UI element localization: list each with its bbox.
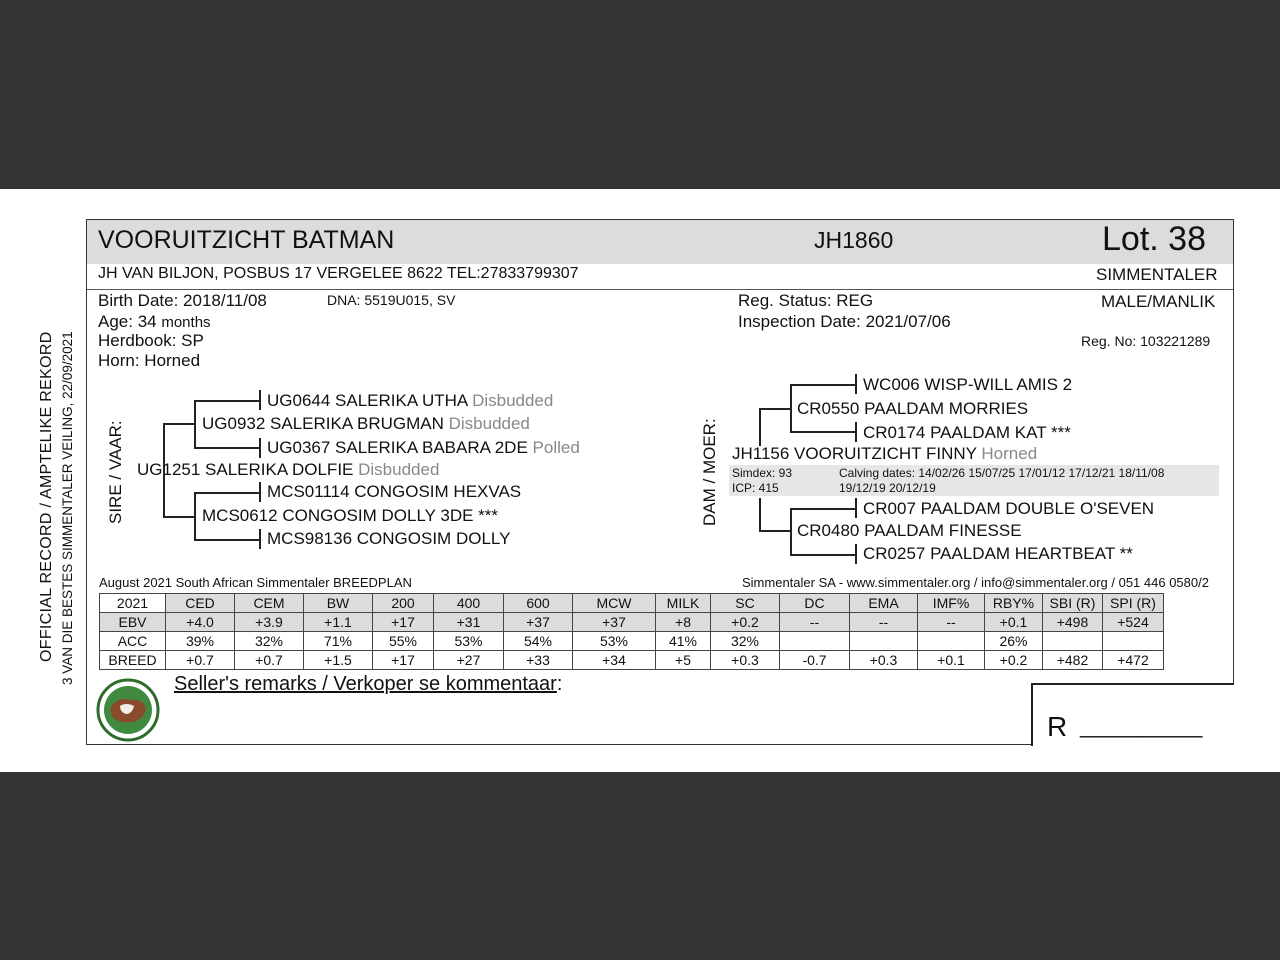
pedigree-sire-dam-dam: MCS98136 CONGOSIM DOLLY bbox=[267, 529, 511, 548]
pedigree-dam-sire-sire: WC006 WISP-WILL AMIS 2 bbox=[863, 375, 1073, 394]
pedigree-horn: Disbudded bbox=[358, 460, 440, 479]
tree-line bbox=[194, 400, 260, 402]
animal-name: VOORUITZICHT BATMAN bbox=[98, 226, 395, 254]
ebv-row-ebv bbox=[100, 613, 1164, 632]
tree-line bbox=[855, 422, 857, 442]
pedigree-dam-dam-dam: CR0257 PAALDAM HEARTBEAT ** bbox=[863, 544, 1133, 563]
tree-line bbox=[194, 400, 196, 448]
ebv-cell: CED bbox=[166, 594, 235, 613]
ebv-row-breed bbox=[100, 651, 1164, 670]
tree-line bbox=[759, 530, 791, 532]
ebv-cell: DC bbox=[780, 594, 850, 613]
ebv-cell: +31 bbox=[434, 613, 504, 632]
ebv-cell: -- bbox=[780, 613, 850, 632]
ebv-header-row bbox=[100, 594, 1164, 613]
ebv-cell bbox=[1043, 632, 1103, 651]
side-official-record: OFFICIAL RECORD / AMPTELIKE REKORD bbox=[38, 331, 55, 662]
pedigree-dam bbox=[732, 444, 1037, 464]
pedigree-dam-dam-sire: CR007 PAALDAM DOUBLE O'SEVEN bbox=[863, 499, 1155, 518]
ebv-cell: 600 bbox=[504, 594, 573, 613]
tree-line bbox=[759, 408, 791, 410]
icp: ICP: 415 bbox=[732, 481, 779, 495]
tree-line bbox=[163, 423, 195, 425]
ebv-cell: RBY% bbox=[985, 594, 1043, 613]
side-auction-name: 3 VAN DIE BESTES SIMMENTALER VEILING, 22/09/2021 bbox=[60, 331, 75, 685]
ebv-cell: 39% bbox=[166, 632, 235, 651]
ebv-cell: +482 bbox=[1043, 651, 1103, 670]
ebv-cell: EMA bbox=[850, 594, 918, 613]
ebv-cell: 53% bbox=[434, 632, 504, 651]
ebv-cell: 200 bbox=[373, 594, 434, 613]
ebv-row-acc bbox=[100, 632, 1164, 651]
ebv-cell: +0.1 bbox=[918, 651, 985, 670]
ebv-cell bbox=[850, 632, 918, 651]
sire-label: SIRE / VAAR: bbox=[106, 420, 125, 524]
horn-status: Horn: Horned bbox=[98, 351, 201, 370]
ebv-cell bbox=[918, 632, 985, 651]
ebv-cell: +1.1 bbox=[304, 613, 373, 632]
ebv-cell: 55% bbox=[373, 632, 434, 651]
ebv-cell: SBI (R) bbox=[1043, 594, 1103, 613]
ebv-cell bbox=[780, 632, 850, 651]
tree-line bbox=[259, 438, 261, 458]
pedigree-sire-sire bbox=[202, 414, 530, 434]
ebv-cell: 41% bbox=[656, 632, 711, 651]
remarks-text: Seller's remarks / Verkoper se kommentaar bbox=[174, 673, 557, 695]
ebv-cell: EBV bbox=[100, 613, 166, 632]
ebv-cell: +0.7 bbox=[235, 651, 304, 670]
breedplan-contact: Simmentaler SA - www.simmentaler.org / info@simmentaler.org / 051 446 0580/2 bbox=[742, 575, 1209, 590]
pedigree-dam-dam: CR0480 PAALDAM FINESSE bbox=[797, 521, 1022, 540]
ebv-cell: +4.0 bbox=[166, 613, 235, 632]
lot-number: Lot. 38 bbox=[1102, 220, 1206, 258]
pedigree-name: UG0644 SALERIKA UTHA bbox=[267, 391, 468, 410]
remarks-colon: : bbox=[556, 673, 563, 695]
age-value: Age: 34 bbox=[98, 312, 157, 331]
ebv-cell: +0.3 bbox=[711, 651, 780, 670]
owner-address: JH VAN BILJON, POSBUS 17 VERGELEE 8622 TEL:27833799307 bbox=[98, 265, 579, 282]
tree-line bbox=[259, 390, 261, 410]
pedigree-name: JH1156 VOORUITZICHT FINNY bbox=[732, 444, 977, 463]
tree-line bbox=[194, 492, 196, 540]
ebv-cell: 32% bbox=[235, 632, 304, 651]
ebv-cell: +524 bbox=[1103, 613, 1164, 632]
ebv-cell: +27 bbox=[434, 651, 504, 670]
pedigree-dam-sire-dam: CR0174 PAALDAM KAT *** bbox=[863, 423, 1071, 442]
pedigree-name: UG0932 SALERIKA BRUGMAN bbox=[202, 414, 444, 433]
pedigree-name: UG0367 SALERIKA BABARA 2DE bbox=[267, 438, 528, 457]
ebv-cell: +33 bbox=[504, 651, 573, 670]
age bbox=[98, 312, 211, 332]
breedplan-caption: August 2021 South African Simmentaler BREEDPLAN bbox=[99, 575, 412, 590]
pedigree-name: UG1251 SALERIKA DOLFIE bbox=[137, 460, 354, 479]
pedigree-sire-dam: MCS0612 CONGOSIM DOLLY 3DE *** bbox=[202, 506, 499, 525]
ebv-cell: SPI (R) bbox=[1103, 594, 1164, 613]
tree-line bbox=[790, 508, 856, 510]
seller-remarks-label bbox=[174, 673, 562, 696]
dna-info: DNA: 5519U015, SV bbox=[327, 292, 456, 308]
tree-line bbox=[259, 482, 261, 502]
tree-line bbox=[790, 384, 792, 432]
tree-line bbox=[855, 544, 857, 564]
ebv-cell: +1.5 bbox=[304, 651, 373, 670]
ebv-cell: IMF% bbox=[918, 594, 985, 613]
ebv-cell: 54% bbox=[504, 632, 573, 651]
calving-dates-line1: Calving dates: 14/02/26 15/07/25 17/01/12 17/12/21 18/11/08 bbox=[839, 466, 1165, 480]
ebv-cell: MCW bbox=[573, 594, 656, 613]
pedigree-sire bbox=[137, 460, 439, 480]
ebv-cell: +472 bbox=[1103, 651, 1164, 670]
ebv-cell: +3.9 bbox=[235, 613, 304, 632]
ebv-cell: +34 bbox=[573, 651, 656, 670]
tree-line bbox=[790, 431, 856, 433]
price-prefix: R bbox=[1047, 711, 1068, 742]
ebv-cell: BREED bbox=[100, 651, 166, 670]
ebv-cell: MILK bbox=[656, 594, 711, 613]
ebv-cell: 2021 bbox=[100, 594, 166, 613]
ebv-cell: +0.1 bbox=[985, 613, 1043, 632]
ebv-cell: -- bbox=[918, 613, 985, 632]
tree-line bbox=[194, 447, 260, 449]
ebv-cell: +17 bbox=[373, 613, 434, 632]
ebv-cell: +37 bbox=[573, 613, 656, 632]
ebv-cell bbox=[1103, 632, 1164, 651]
simdex: Simdex: 93 bbox=[732, 466, 793, 480]
registration-number: Reg. No: 103221289 bbox=[1081, 333, 1211, 349]
pedigree-sire-dam-sire: MCS01114 CONGOSIM HEXVAS bbox=[267, 482, 522, 501]
price-input-line[interactable]: __________ bbox=[1080, 713, 1203, 738]
ebv-cell: BW bbox=[304, 594, 373, 613]
ebv-cell: +0.7 bbox=[166, 651, 235, 670]
ebv-cell: +498 bbox=[1043, 613, 1103, 632]
ebv-cell: +0.3 bbox=[850, 651, 918, 670]
ebv-cell: -0.7 bbox=[780, 651, 850, 670]
birth-date: Birth Date: 2018/11/08 bbox=[98, 291, 267, 310]
herdbook: Herdbook: SP bbox=[98, 331, 204, 350]
tree-line bbox=[759, 498, 761, 531]
ebv-cell: -- bbox=[850, 613, 918, 632]
pedigree-horn: Disbudded bbox=[472, 391, 554, 410]
tree-line bbox=[259, 529, 261, 549]
ebv-cell: 71% bbox=[304, 632, 373, 651]
dam-label: DAM / MOER: bbox=[700, 418, 719, 526]
reg-status: Reg. Status: REG bbox=[738, 291, 874, 310]
tree-line bbox=[790, 554, 856, 556]
simmentaler-logo-icon bbox=[96, 678, 160, 742]
ebv-cell: +0.2 bbox=[711, 613, 780, 632]
ebv-cell: 400 bbox=[434, 594, 504, 613]
tree-line bbox=[163, 516, 195, 518]
ebv-cell: 26% bbox=[985, 632, 1043, 651]
pedigree-dam-sire: CR0550 PAALDAM MORRIES bbox=[797, 399, 1029, 418]
pedigree-sire-sire-sire bbox=[267, 391, 553, 411]
ebv-cell: +0.2 bbox=[985, 651, 1043, 670]
ebv-cell: SC bbox=[711, 594, 780, 613]
tree-line bbox=[855, 498, 857, 518]
sex: MALE/MANLIK bbox=[1101, 292, 1216, 311]
ebv-cell: +5 bbox=[656, 651, 711, 670]
inspection-date: Inspection Date: 2021/07/06 bbox=[738, 312, 951, 331]
ebv-cell: +17 bbox=[373, 651, 434, 670]
animal-code: JH1860 bbox=[814, 227, 894, 253]
pedigree-horn: Disbudded bbox=[448, 414, 530, 433]
ebv-cell: +37 bbox=[504, 613, 573, 632]
pedigree-sire-sire-dam bbox=[267, 438, 580, 458]
pedigree-horn: Horned bbox=[981, 444, 1038, 463]
tree-line bbox=[759, 408, 761, 446]
tree-line bbox=[790, 508, 792, 555]
ebv-cell: 32% bbox=[711, 632, 780, 651]
ebv-cell: CEM bbox=[235, 594, 304, 613]
calving-dates-line2: 19/12/19 20/12/19 bbox=[839, 481, 936, 495]
pedigree-horn: Polled bbox=[532, 438, 580, 457]
tree-line bbox=[855, 374, 857, 394]
tree-line bbox=[194, 492, 260, 494]
age-unit: months bbox=[161, 314, 211, 331]
ebv-cell: 53% bbox=[573, 632, 656, 651]
ebv-cell: +8 bbox=[656, 613, 711, 632]
ebv-table bbox=[99, 593, 1164, 670]
ebv-cell: ACC bbox=[100, 632, 166, 651]
breed-name: SIMMENTALER bbox=[1096, 265, 1218, 284]
tree-line bbox=[194, 539, 260, 541]
tree-line bbox=[790, 384, 856, 386]
